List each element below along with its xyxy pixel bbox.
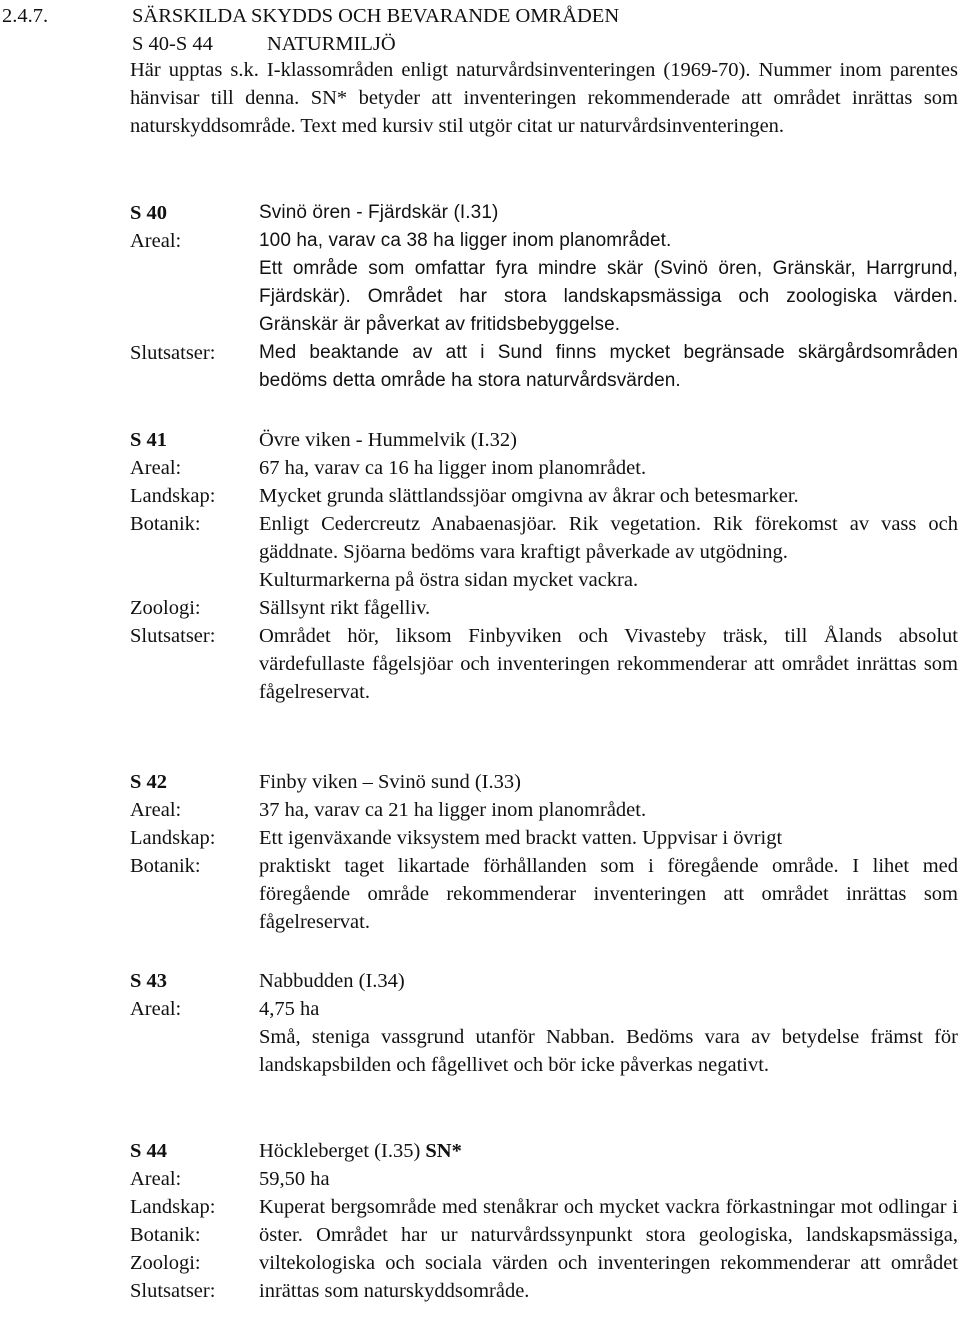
row-text: 100 ha, varav ca 38 ha ligger inom planområdet. — [259, 230, 672, 251]
row-label: Slutsatser: — [130, 342, 216, 364]
row-text: Med beaktande av att i Sund finns mycket begränsade skärgårdsområden bedöms detta område ha stora naturvårdsvärden. — [259, 342, 958, 391]
entry-name: Nabbudden (I.34) — [259, 970, 405, 992]
intro-text: Här upptas s.k. I-klassområden enligt naturvårdsinventeringen (1969-70). Nummer inom parentes hänvisar till denna. SN* betyder att inventeringen rekommenderade att området inrättas som naturskyddsområde. Text med kursiv stil utgör citat ur naturvårdsinventeringen. — [130, 59, 958, 137]
section-number: 2.4.7. — [2, 5, 49, 27]
entry-title-row — [130, 1137, 958, 1165]
entry-s41 — [130, 426, 958, 706]
row-text: 37 ha, varav ca 21 ha ligger inom planområdet. — [259, 799, 647, 821]
row-label: Areal: — [130, 230, 182, 252]
entry-row — [130, 995, 958, 1023]
entry-row — [130, 227, 958, 255]
entry-title-row — [130, 967, 958, 995]
entry-name-line — [259, 1137, 958, 1165]
entry-name: Övre viken - Hummelvik (I.32) — [259, 429, 517, 451]
section-title: SÄRSKILDA SKYDDS OCH BEVARANDE OMRÅDEN — [132, 5, 620, 27]
row-label: Areal: — [130, 998, 182, 1020]
row-label: Landskap: — [130, 827, 216, 849]
side-labels — [130, 1165, 258, 1305]
entry-id: S 40 — [130, 202, 168, 224]
entry-title-row — [130, 768, 958, 796]
row-text: Mycket grunda slättlandssjöar omgivna av åkrar och betesmarker. — [259, 485, 799, 507]
entry-row — [130, 1023, 958, 1079]
intro-paragraph — [130, 56, 958, 140]
entry-name: Finby viken – Svinö sund (I.33) — [259, 771, 521, 793]
row-label: Areal: — [130, 1168, 182, 1190]
row-label: Slutsatser: — [130, 1280, 216, 1302]
row-text: 4,75 ha — [259, 998, 320, 1020]
entry-s44 — [130, 1137, 958, 1333]
entry-title-row — [130, 199, 958, 227]
entry-id: S 42 — [130, 771, 168, 793]
row-text: Små, steniga vassgrund utanför Nabban. Bedöms vara av betydelse främst för landskapsbilden och fågellivet och bör icke påverkas negativt. — [259, 1026, 958, 1076]
row-label: Areal: — [130, 457, 182, 479]
row-text: Ett område som omfattar fyra mindre skär (Svinö ören, Gränskär, Harrgrund, Fjärdskär). Området har stora landskapsmässiga och zoologiska värden. Gränskär är påverkat av fritidsbebyggelse. — [259, 258, 958, 335]
row-text: 59,50 ha — [259, 1168, 330, 1190]
row-label: Botanik: — [130, 1224, 201, 1246]
entry-row — [130, 339, 958, 395]
row-label: Landskap: — [130, 485, 216, 507]
entry-name: Svinö ören - Fjärdskär (I.31) — [259, 202, 499, 223]
section-subtitle: NATURMILJÖ — [267, 33, 396, 55]
row-label: Zoologi: — [130, 597, 201, 619]
row-text: 67 ha, varav ca 16 ha ligger inom planområdet. — [259, 457, 647, 479]
row-label: Areal: — [130, 799, 182, 821]
entry-id: S 44 — [130, 1140, 168, 1162]
row-label: Botanik: — [130, 513, 201, 535]
row-label: Slutsatser: — [130, 625, 216, 647]
row-text: Kuperat bergsområde med stenåkrar och mycket vackra förkastningar mot odlingar i öster. Området har ur naturvårdssynpunkt stora geologiska, landskapsmässiga, viltekologiska och sociala värden och inventeringen rekommenderar att området inrättas som naturskyddsområde. — [259, 1196, 958, 1302]
row-text: Ett igenväxande viksystem med brackt vatten. Uppvisar i övrigt — [259, 827, 783, 849]
entry-row — [130, 852, 958, 936]
row-text: praktiskt taget likartade förhållanden som i föregående område. I lihet med föregående område rekommenderar inventeringen att området inrättas som fågelreservat. — [259, 855, 958, 933]
row-text: Sällsynt rikt fågelliv. — [259, 597, 431, 619]
entry-row — [130, 454, 958, 482]
entry-row — [130, 255, 958, 339]
entry-body — [130, 1165, 958, 1333]
sn-marker: SN* — [425, 1140, 462, 1162]
entry-right-column — [259, 1165, 958, 1305]
entry-row — [130, 594, 958, 622]
entry-row — [130, 622, 958, 706]
entry-id: S 43 — [130, 970, 168, 992]
entry-id: S 41 — [130, 429, 168, 451]
entry-s40 — [130, 199, 958, 395]
entry-s42 — [130, 768, 958, 936]
row-text: Kulturmarkerna på östra sidan mycket vackra. — [259, 569, 639, 591]
entry-row — [130, 482, 958, 510]
row-label: Botanik: — [130, 855, 201, 877]
section-range: S 40-S 44 — [132, 33, 213, 55]
row-label: Zoologi: — [130, 1252, 201, 1274]
row-text: Enligt Cedercreutz Anabaenasjöar. Rik vegetation. Rik förekomst av vass och gäddnate. Sjöarna bedöms vara kraftigt påverkade av utgödning. — [259, 513, 958, 563]
entry-row — [130, 796, 958, 824]
entry-row — [130, 824, 958, 852]
row-label: Landskap: — [130, 1196, 216, 1218]
row-text: Området hör, liksom Finbyviken och Vivasteby träsk, till Ålands absolut värdefullaste fågelsjöar och inventeringen rekommenderar att området inrättas som fågelreservat. — [259, 625, 958, 703]
entry-title-row — [130, 426, 958, 454]
entry-name: Höckleberget (I.35) — [259, 1140, 421, 1162]
entry-row — [130, 510, 958, 566]
entry-row — [130, 566, 958, 594]
entry-s43 — [130, 967, 958, 1079]
section-subtitle-line — [132, 30, 396, 58]
